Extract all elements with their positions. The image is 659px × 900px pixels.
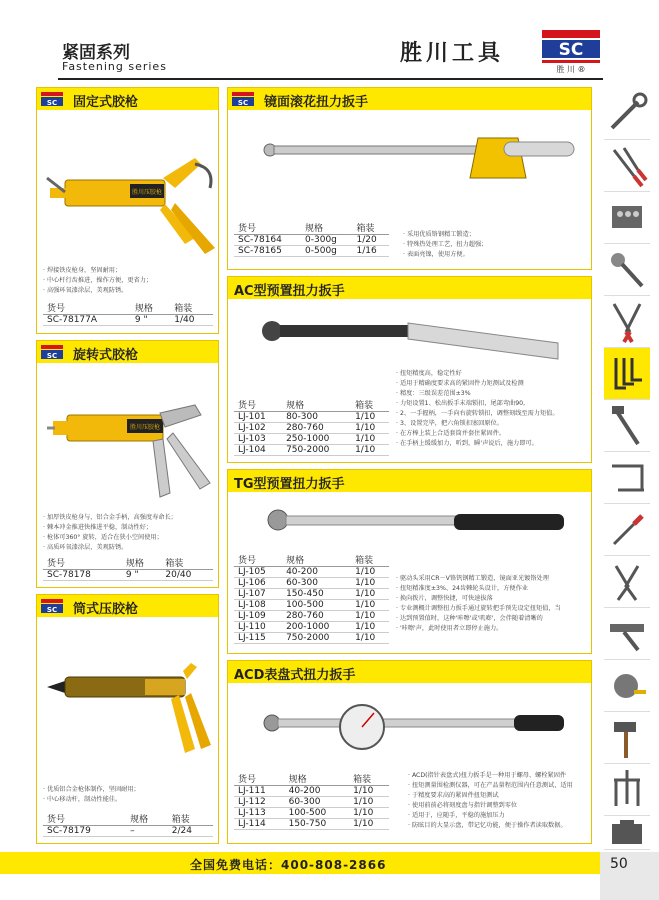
sc-mini-logo xyxy=(232,92,254,106)
spec-table xyxy=(234,224,389,257)
feature-item: · 高强环氧漆涂层，美观防锈。 xyxy=(43,286,152,296)
feature-item: · 扭矩精准度±3%、24齿棘轮头设计，方便作业 xyxy=(396,584,561,594)
table-cell: 1/10 xyxy=(351,412,389,423)
table-cell: 80-300 xyxy=(282,412,351,423)
table-cell: 250-1000 xyxy=(282,434,351,445)
header-rule xyxy=(58,78,603,80)
feature-list xyxy=(403,230,487,260)
col-header-sku: 货号 xyxy=(234,401,282,412)
rotating-caulking-gun-image xyxy=(45,393,215,513)
feature-item: · 采用优质铬钢精工锻造； xyxy=(403,230,487,240)
table-cell: SC-78165 xyxy=(234,246,301,257)
svg-text:SC: SC xyxy=(46,99,58,106)
table-cell: 1/10 xyxy=(351,622,389,633)
brand-name: 胜川工具 xyxy=(400,40,505,66)
table-cell: 1/10 xyxy=(349,786,389,797)
feature-list xyxy=(43,266,152,296)
category-pliers-icon[interactable] xyxy=(604,140,650,192)
table-cell: SC-78164 xyxy=(234,235,301,246)
feature-list xyxy=(408,771,573,831)
category-puller-icon[interactable] xyxy=(604,764,650,816)
table-cell: 40-200 xyxy=(285,786,349,797)
col-header-box: 箱装 xyxy=(351,401,389,412)
category-hex-key-icon[interactable] xyxy=(604,348,650,400)
table-cell: 1/10 xyxy=(351,567,389,578)
table-cell: LJ-105 xyxy=(234,567,282,578)
table-cell: LJ-101 xyxy=(234,412,282,423)
spec-table xyxy=(43,559,213,581)
spec-table xyxy=(234,556,389,644)
col-header-box: 箱装 xyxy=(170,304,213,315)
barrel-caulking-gun-image xyxy=(45,649,215,769)
col-header-sku: 货号 xyxy=(43,815,126,826)
page-number: 50 xyxy=(610,856,628,872)
svg-text:SC: SC xyxy=(46,352,58,359)
table-cell: 9 " xyxy=(131,315,170,326)
category-clamp-icon[interactable] xyxy=(604,452,650,504)
sc-mini-logo xyxy=(41,599,63,613)
table-cell: LJ-111 xyxy=(234,786,285,797)
col-header-spec: 规格 xyxy=(282,401,351,412)
table-cell: LJ-112 xyxy=(234,797,285,808)
card-title: AC型预置扭力扳手 xyxy=(234,284,345,299)
table-cell: 1/10 xyxy=(349,808,389,819)
table-cell: LJ-109 xyxy=(234,611,282,622)
category-staple-gun-icon[interactable] xyxy=(604,608,650,660)
knurled-torque-wrench-image xyxy=(258,128,578,218)
table-cell: LJ-103 xyxy=(234,434,282,445)
col-header-spec: 规格 xyxy=(122,559,162,570)
card-title: 镜面滚花扭力扳手 xyxy=(264,95,369,110)
feature-item: · 中心杆行齿推进，操作方便，更省力； xyxy=(43,276,152,286)
card-title: ACD表盘式扭力扳手 xyxy=(234,668,356,683)
table-cell: 150-450 xyxy=(282,589,351,600)
product-card-tg-torque-wrench xyxy=(227,469,592,654)
col-header-spec: 规格 xyxy=(126,815,168,826)
col-header-sku: 货号 xyxy=(43,559,122,570)
category-hammer-icon[interactable] xyxy=(604,712,650,764)
table-cell: LJ-106 xyxy=(234,578,282,589)
table-cell: 1/10 xyxy=(351,633,389,644)
table-cell: 280-760 xyxy=(282,611,351,622)
table-cell: LJ-113 xyxy=(234,808,285,819)
table-cell: 750-2000 xyxy=(282,633,351,644)
table-cell: 200-1000 xyxy=(282,622,351,633)
table-cell: – xyxy=(126,826,168,837)
category-pipe-wrench-icon[interactable] xyxy=(604,400,650,452)
svg-text:SC: SC xyxy=(237,99,249,106)
feature-item: · 专业测概计调整扭力扳手通过旋转把手预先设定扭矩值，当 xyxy=(396,604,561,614)
col-header-spec: 规格 xyxy=(282,556,351,567)
col-header-box: 箱装 xyxy=(351,556,389,567)
table-cell: LJ-104 xyxy=(234,445,282,456)
table-cell: 100-500 xyxy=(285,808,349,819)
section-title: 紧固系列 xyxy=(62,43,130,63)
acd-dial-torque-wrench-image xyxy=(258,701,578,761)
table-cell: 1/10 xyxy=(351,445,389,456)
feature-item: · 精度：三级误差范围±3% xyxy=(396,389,559,399)
feature-item: · 适用于，应随手，平稳的施加压力 xyxy=(408,811,573,821)
product-card-acd-dial-torque-wrench xyxy=(227,660,592,844)
feature-item: · 扭矩精度高，稳定性好 xyxy=(396,369,559,379)
product-card-rotating-caulking-gun xyxy=(36,340,219,588)
col-header-sku: 货号 xyxy=(234,224,301,235)
spec-table xyxy=(43,304,213,326)
product-card-knurled-torque-wrench xyxy=(227,87,592,270)
spec-table xyxy=(234,401,389,456)
category-screwdriver-icon[interactable] xyxy=(604,504,650,556)
product-card-fixed-caulking-gun xyxy=(36,87,219,334)
feature-item: · '咔嚓'声，此时使用者立即停止施力。 xyxy=(396,624,561,634)
table-cell: 2/24 xyxy=(168,826,213,837)
feature-item: · 在手柄上缓缓加力，听到，瞬'声说后，施力即可。 xyxy=(396,439,559,449)
table-cell: 0-500g xyxy=(301,246,353,257)
sc-logo xyxy=(540,28,602,74)
table-cell: 750-2000 xyxy=(282,445,351,456)
feature-item: · 2、一手握柄，一手向右旋转锁扣，调整刻线至需力矩值。 xyxy=(396,409,559,419)
table-cell: 1/40 xyxy=(170,315,213,326)
sc-mini-logo xyxy=(41,345,63,359)
table-cell: SC-78178 xyxy=(43,570,122,581)
feature-item: · 使用前前必将刻度盘与指针调整到零位 xyxy=(408,801,573,811)
sc-mini-logo xyxy=(41,92,63,106)
spec-table xyxy=(43,815,213,837)
product-card-ac-torque-wrench xyxy=(227,276,592,463)
table-cell: LJ-115 xyxy=(234,633,282,644)
svg-text:胜 川 ®: 胜 川 ® xyxy=(556,65,586,74)
spec-table xyxy=(234,775,389,830)
feature-list xyxy=(43,785,140,805)
col-header-sku: 货号 xyxy=(234,556,282,567)
table-cell: 9 " xyxy=(122,570,162,581)
card-title: 筒式压胶枪 xyxy=(73,602,139,617)
table-cell: 100-500 xyxy=(282,600,351,611)
table-cell: SC-78179 xyxy=(43,826,126,837)
feature-item: · 力矩设置1、松出扳手末端锁扣，尾部弯曲90, xyxy=(396,399,559,409)
table-cell: LJ-102 xyxy=(234,423,282,434)
svg-text:SC: SC xyxy=(46,606,58,613)
feature-list xyxy=(396,574,561,634)
feature-item: · 优质铝合金枪体制作，坚固耐用； xyxy=(43,785,140,795)
page-number-box xyxy=(600,852,659,900)
card-title: 固定式胶枪 xyxy=(73,95,139,110)
feature-item: · 适用于精确度要求高的紧固件力矩测试及检测 xyxy=(396,379,559,389)
feature-item: · 枪体可360° 旋转，适合在狭小空间使用； xyxy=(43,533,177,543)
table-cell: 1/10 xyxy=(351,423,389,434)
feature-item: · 特殊热处理工艺，扭力超强； xyxy=(403,240,487,250)
product-card-barrel-caulking-gun xyxy=(36,594,219,844)
table-cell: LJ-110 xyxy=(234,622,282,633)
feature-item: · 在方棒上装上合适套筒并套住紧固件。 xyxy=(396,429,559,439)
col-header-sku: 货号 xyxy=(234,775,285,786)
col-header-box: 箱装 xyxy=(353,224,389,235)
col-header-box: 箱装 xyxy=(349,775,389,786)
feature-item: · 达到预置值时，这种'咔嚓'或'叽嘭'，会伴随着清晰的 xyxy=(396,614,561,624)
tool-label: 胜川压胶枪 xyxy=(131,189,163,196)
category-cutter-icon[interactable] xyxy=(604,296,650,348)
table-cell: 1/10 xyxy=(349,797,389,808)
section-subtitle: Fastening series xyxy=(62,60,167,73)
feature-item: · 3、设置完毕，把六角锁扣塞回原位。 xyxy=(396,419,559,429)
feature-list xyxy=(396,369,559,449)
svg-text:SC: SC xyxy=(558,40,584,60)
card-title: 旋转式胶枪 xyxy=(73,348,139,363)
table-cell: 60-300 xyxy=(282,578,351,589)
feature-item: · 高质环氧漆涂层，美观防锈。 xyxy=(43,543,177,553)
feature-item: · 棘本冲金推进快推进平稳，制动性好； xyxy=(43,523,177,533)
feature-item: · 表面亮镍，使用方便。 xyxy=(403,250,487,260)
table-cell: SC-78177A xyxy=(43,315,131,326)
feature-item: · 换向拨片，调整快捷，可快速拔落 xyxy=(396,594,561,604)
col-header-box: 箱装 xyxy=(168,815,213,826)
table-cell: LJ-114 xyxy=(234,819,285,830)
category-adjustable-wrench-icon[interactable] xyxy=(604,88,650,140)
category-toolbox-icon[interactable] xyxy=(604,816,650,850)
feature-item: · 焊接铁皮枪身，坚固耐用； xyxy=(43,266,152,276)
table-cell: 1/20 xyxy=(353,235,389,246)
col-header-spec: 规格 xyxy=(285,775,349,786)
table-cell: 280-760 xyxy=(282,423,351,434)
tool-label: 胜川压胶枪 xyxy=(129,424,161,431)
col-header-spec: 规格 xyxy=(131,304,170,315)
tg-torque-wrench-image xyxy=(264,506,584,556)
table-cell: 20/40 xyxy=(161,570,213,581)
col-header-sku: 货号 xyxy=(43,304,131,315)
feature-item: · 中心移动杆，制动性能佳。 xyxy=(43,795,140,805)
col-header-box: 箱装 xyxy=(161,559,213,570)
feature-item: · 扭矩测量围检测仪器，可在产品量程范围内任意测试，适用 xyxy=(408,781,573,791)
category-tape-measure-icon[interactable] xyxy=(604,660,650,712)
table-cell: 1/10 xyxy=(351,589,389,600)
feature-item: · ACD(指针表盘式)扭力扳手是一种用于螺母、螺栓紧固件 xyxy=(408,771,573,781)
table-cell: 1/10 xyxy=(351,611,389,622)
feature-list xyxy=(43,513,177,553)
table-cell: 1/10 xyxy=(349,819,389,830)
category-ratchet-icon[interactable] xyxy=(604,244,650,296)
table-cell: 150-750 xyxy=(285,819,349,830)
table-cell: 1/10 xyxy=(351,578,389,589)
feature-item: · 于精度要求高的紧固件扭矩测试 xyxy=(408,791,573,801)
table-cell: 1/10 xyxy=(351,434,389,445)
table-cell: LJ-108 xyxy=(234,600,282,611)
hotline-text: 全国免费电话：400-808-2866 xyxy=(190,858,387,872)
col-header-spec: 规格 xyxy=(301,224,353,235)
category-socket-set-icon[interactable] xyxy=(604,192,650,244)
table-cell: 0-300g xyxy=(301,235,353,246)
ac-torque-wrench-image xyxy=(258,313,578,373)
feature-item: · 防眩目的大显示盘，带记忆功能，便于操作者读取数据。 xyxy=(408,821,573,831)
table-cell: 60-300 xyxy=(285,797,349,808)
card-title: TG型预置扭力扳手 xyxy=(234,477,345,492)
table-cell: 40-200 xyxy=(282,567,351,578)
feature-item: · 加厚铁皮枪身与，铝合金手柄，高强度寿命长； xyxy=(43,513,177,523)
fixed-caulking-gun-image xyxy=(45,148,215,258)
feature-item: · 驱动头采用CR－V铬钒钢精工锻造，镜面亚光镀铬处理 xyxy=(396,574,561,584)
table-cell: LJ-107 xyxy=(234,589,282,600)
table-cell: 1/10 xyxy=(351,600,389,611)
table-cell: 1/16 xyxy=(353,246,389,257)
category-wire-stripper-icon[interactable] xyxy=(604,556,650,608)
